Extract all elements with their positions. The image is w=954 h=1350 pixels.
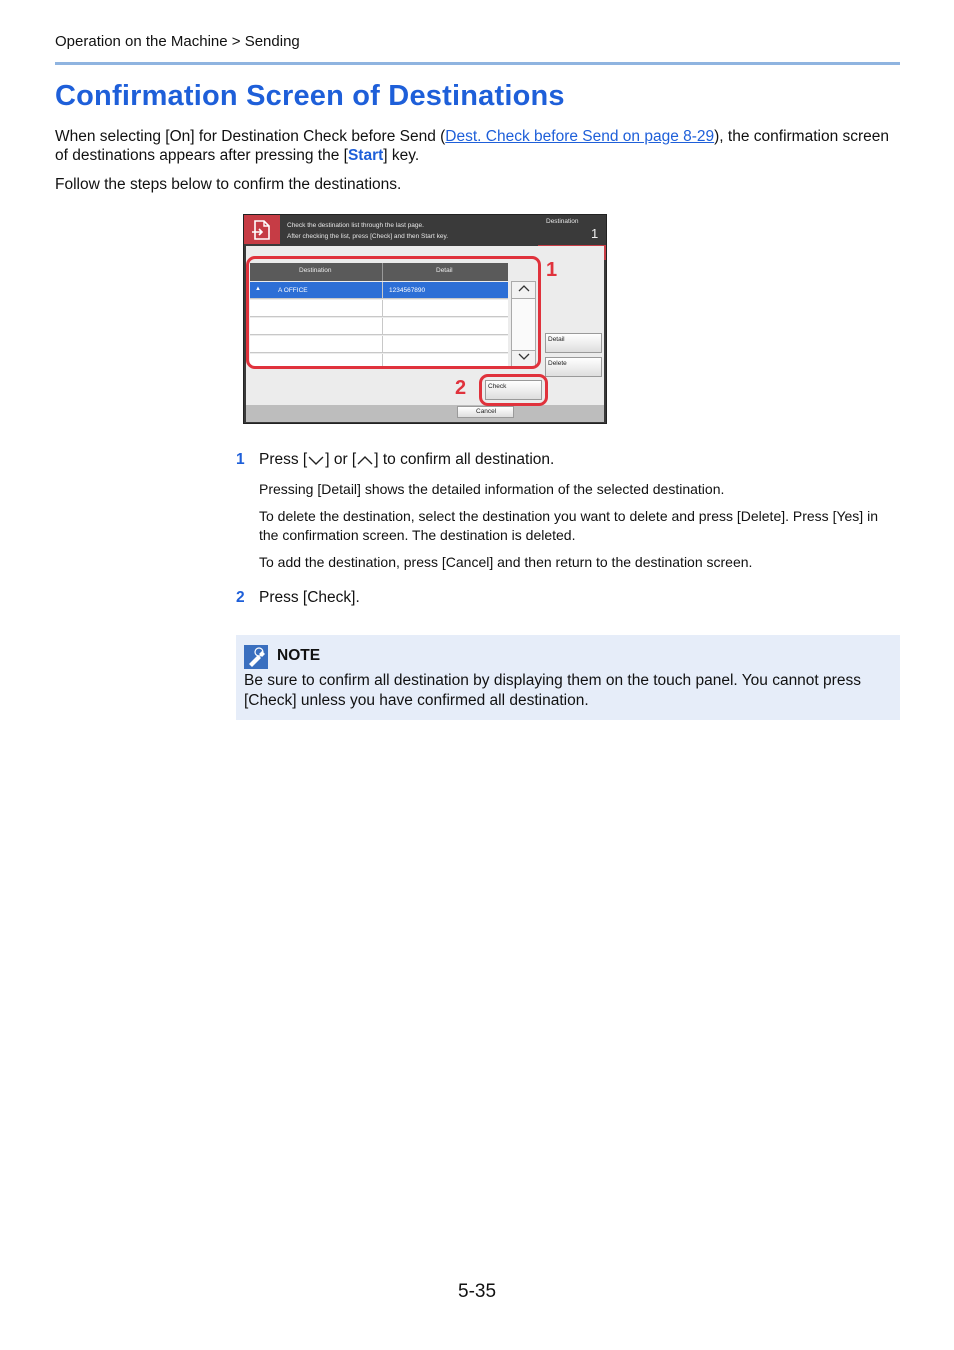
highlight-list [246, 256, 541, 369]
header-rule [55, 62, 900, 65]
note-text: Be sure to confirm all destination by displaying them on the touch panel. You cannot press [Check] unless you have confirmed all destination. [244, 672, 861, 709]
step-1-text-a: Press [ [259, 451, 308, 468]
note-icon [244, 645, 268, 669]
highlight-check [479, 374, 548, 406]
step-1-text-c: ] to confirm all destination. [374, 451, 555, 468]
note-title: NOTE [277, 647, 321, 664]
send-icon [244, 215, 280, 244]
chevron-down-icon [307, 453, 325, 472]
start-key: Start [347, 147, 384, 164]
delete-button[interactable]: Delete [545, 357, 602, 377]
screen-message [287, 220, 448, 242]
detail-button[interactable]: Detail [545, 333, 602, 353]
cancel-button[interactable]: Cancel [457, 406, 514, 418]
row-detail: 1234567890 [389, 287, 426, 294]
screen-bottom-bar [246, 405, 604, 422]
column-header-destination: Destination [299, 267, 332, 274]
intro-text-3: ] key. [383, 147, 420, 164]
check-button[interactable]: Check [485, 380, 542, 400]
step-2-text: Press [Check]. [259, 589, 360, 606]
breadcrumb: Operation on the Machine > Sending [55, 33, 300, 50]
step-1-note-delete: To delete the destination, select the destination you want to delete and press [Delete]. Press [Yes] in the confirmation screen. The destination is deleted. [259, 508, 878, 543]
screen-message-line-2: After checking the list, press [Check] and then Start key. [287, 233, 449, 240]
intro-paragraph [55, 127, 900, 165]
page-title: Confirmation Screen of Destinations [55, 80, 565, 112]
column-header-detail: Detail [436, 267, 453, 274]
step-1-note-add: To add the destination, press [Cancel] and then return to the destination screen. [259, 554, 753, 570]
step-2-number: 2 [236, 589, 245, 606]
callout-2: 2 [455, 377, 467, 399]
dest-check-link[interactable]: Dest. Check before Send on page 8-29 [445, 128, 715, 145]
intro-text-2: ), the confirmation screen of destinations appears after pressing the [ [55, 128, 890, 164]
intro-text-1: When selecting [On] for Destination Check before Send ( [55, 128, 446, 145]
callout-1: 1 [546, 259, 558, 281]
step-1-note-detail: Pressing [Detail] shows the detailed information of the selected destination. [259, 481, 725, 497]
follow-paragraph: Follow the steps below to confirm the destinations. [55, 176, 402, 193]
chevron-up-icon [356, 453, 374, 472]
note-box [236, 635, 900, 720]
step-1-number: 1 [236, 451, 245, 468]
row-destination: A OFFICE [278, 287, 308, 294]
screen-message-line-1: Check the destination list through the last page. [287, 222, 424, 229]
step-1-text [259, 451, 554, 472]
page-number: 5-35 [458, 1281, 497, 1302]
destination-count: 1 [591, 226, 599, 241]
address-book-icon: ▲ [255, 286, 261, 292]
step-1-text-b: ] or [ [325, 451, 357, 468]
destination-label: Destination [546, 218, 579, 225]
